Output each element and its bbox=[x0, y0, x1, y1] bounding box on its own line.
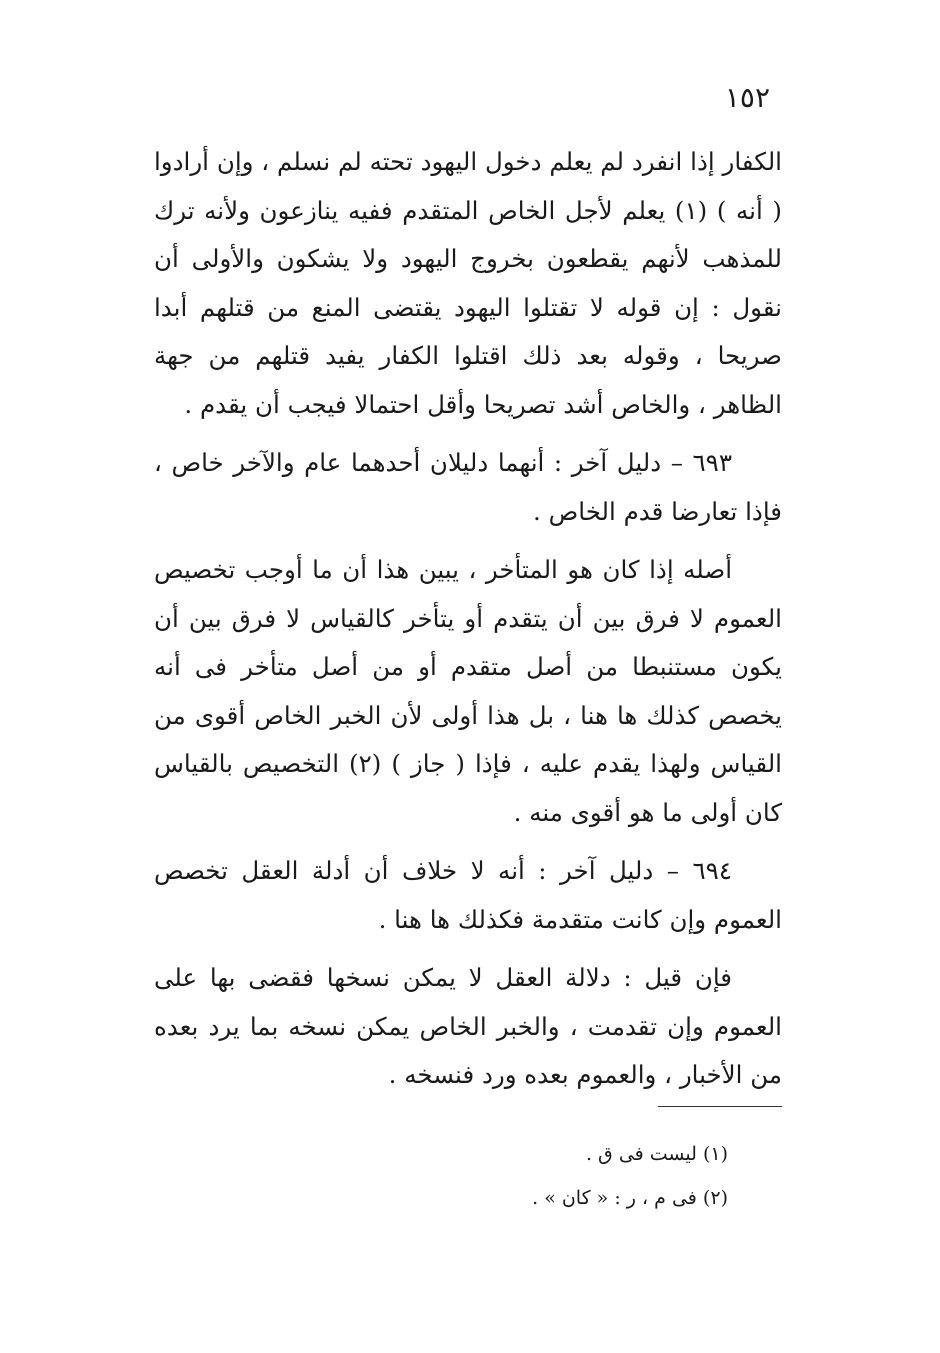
paragraph: الكفار إذا انفرد لم يعلم دخول اليهود تحته لم نسلم ، وإن أرادوا ( أنه ) (١) يعلم لأجل الخاص المتقدم ففيه ينازعون ولأنه ترك للمذهب لأنهم يقطعون بخروج اليهود ولا يشكون والأولى أن نقول : إن قوله لا تقتلوا اليهود يقتضى المنع من قتلهم أبدا صريحا ، وقوله بعد ذلك اقتلوا الكفار يفيد قتلهم من جهة الظاهر ، والخاص أشد تصريحا وأقل احتمالا فيجب أن يقدم . bbox=[154, 147, 782, 419]
footnote: (٢) فى م ، ر : « كان » . bbox=[532, 1187, 728, 1209]
paragraph: فإن قيل : دلالة العقل لا يمكن نسخها فقضى بها على العموم وإن تقدمت ، والخبر الخاص يمكن نسخه بما يرد بعده من الأخبار ، والعموم بعده ورد فنسخه . bbox=[154, 963, 782, 1089]
paragraph: ٦٩٤ – دليل آخر : أنه لا خلاف أن أدلة العقل تخصص العموم وإن كانت متقدمة فكذلك ها هنا . bbox=[154, 856, 782, 934]
footnote: (١) ليست فى ق . bbox=[585, 1143, 728, 1165]
paragraph: أصله إذا كان هو المتأخر ، يبين هذا أن ما أوجب تخصيص العموم لا فرق بين أن يتقدم أو يتأخر كالقياس لا فرق بين أن يكون مستنبطا من أصل متقدم أو من أصل متأخر فى أنه يخصص كذلك ها هنا ، بل هذا أولى لأن الخبر الخاص أقوى من القياس ولهذا يقدم عليه ، فإذا ( جاز ) (٢) التخصيص بالقياس كان أولى ما هو أقوى منه . bbox=[154, 555, 782, 827]
paragraph: ٦٩٣ – دليل آخر : أنهما دليلان أحدهما عام والآخر خاص ، فإذا تعارضا قدم الخاص . bbox=[154, 448, 782, 526]
page-number: ١٥٢ bbox=[724, 81, 770, 114]
main-text bbox=[154, 138, 782, 1110]
footnotes bbox=[228, 1132, 728, 1220]
footnote-divider bbox=[658, 1106, 782, 1107]
